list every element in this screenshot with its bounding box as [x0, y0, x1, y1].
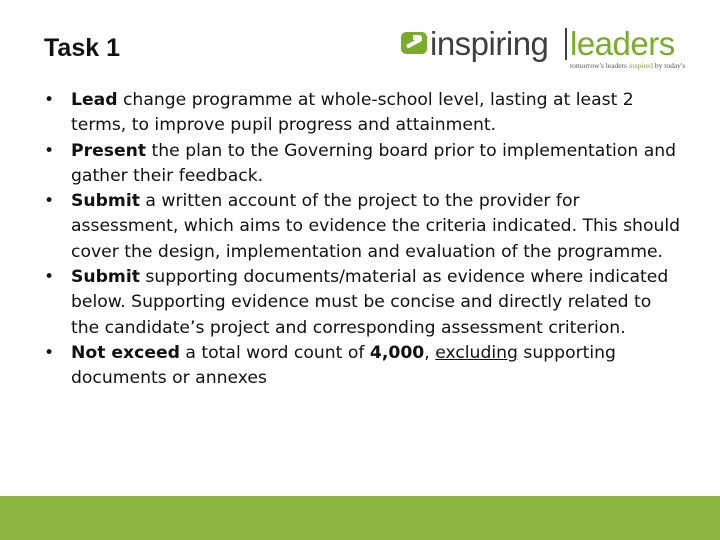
slide-title: Task 1	[44, 34, 120, 62]
logo-divider	[565, 28, 567, 60]
footer-bar	[0, 496, 720, 540]
task-bullet-list	[44, 88, 684, 392]
excluding-term: excluding	[435, 342, 518, 363]
bullet-item-present: • Present the plan to the Governing board prior to implementation and gather their feedback.	[44, 139, 684, 190]
bullet-item-word-count: • Not exceed a total word count of 4,000, excluding supporting documents or annexes	[44, 341, 684, 392]
bullet-item-submit-account: • Submit a written account of the project to the provider for assessment, which aims to evidence the criteria indicated. This should cover the design, implementation and evaluation of the programme.	[44, 189, 684, 265]
logo-e-icon	[401, 32, 427, 54]
bullet-item-lead: • Lead change programme at whole-school level, lasting at least 2 terms, to improve pupil progress and attainment.	[44, 88, 684, 139]
logo-word-leaders: leaders	[570, 25, 675, 62]
word-limit: 4,000	[369, 342, 425, 363]
logo-word-inspiring: inspiring	[430, 25, 549, 62]
logo-tagline: tomorrow's leaders inspired by today's	[570, 61, 686, 70]
inspiring-leaders-logo	[401, 26, 695, 74]
bullet-item-submit-evidence: • Submit supporting documents/material as evidence where indicated below. Supporting evidence must be concise and directly related to the candidate’s project and corresponding assessment criterion.	[44, 265, 684, 341]
